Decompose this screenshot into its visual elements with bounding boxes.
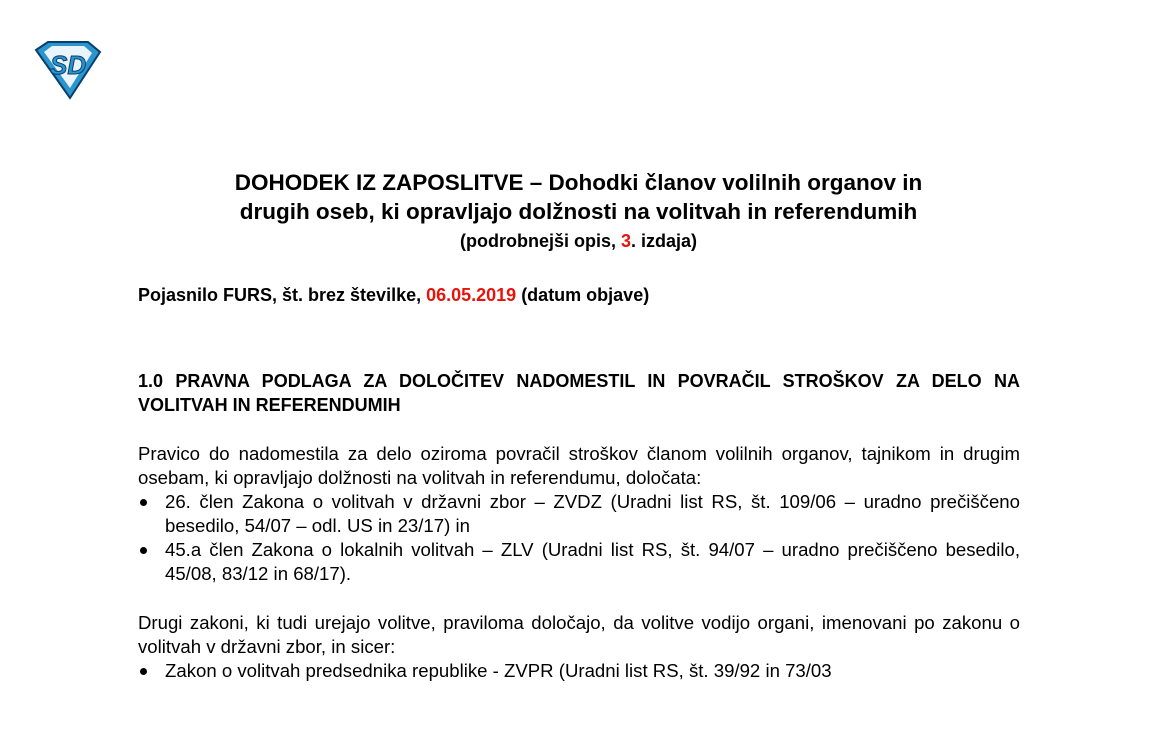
bullet-icon [140,668,147,675]
list-item-text: Zakon o volitvah predsednika republike - ZVPR (Uradni list RS, št. 39/92 in 73/03 [165,660,832,681]
list-item [138,659,1020,683]
section-heading: 1.0 PRAVNA PODLAGA ZA DOLOČITEV NADOMESTIL IN POVRAČIL STROŠKOV ZA DELO NA VOLITVAH IN REFERENDUMIH [138,371,1020,415]
edition-number: 3 [620,231,631,251]
bullet-list-laws [138,490,1020,586]
paragraph-legal-basis: Pravico do nadomestila za delo oziroma povračil stroškov članom volilnih organov, tajnikom in drugim osebam, ki opravljajo dolžnosti na volitvah in referendumu, določata: [138,443,1020,488]
sd-logo-icon [30,40,104,100]
list-item [138,490,1020,538]
explanation-line [138,283,1020,307]
list-item-text: 45.a člen Zakona o lokalnih volitvah – ZLV (Uradni list RS, št. 94/07 – uradno prečiščeno besedilo, 45/08, 83/12 in 68/17). [165,539,1020,584]
document-title [0,168,1157,226]
publication-date: 06.05.2019 [426,285,517,305]
explanation-suffix: (datum objave) [516,285,650,305]
list-item [138,538,1020,586]
bullet-icon [140,499,147,506]
document-subtitle [0,228,1157,254]
subtitle-suffix: . izdaja) [631,231,698,251]
title-block [0,168,1157,254]
paragraph-other-laws: Drugi zakoni, ki tudi urejajo volitve, praviloma določajo, da volitve vodijo organi, imenovani po zakonu o volitvah v državni zbor, in sicer: [138,612,1020,657]
explanation-prefix: Pojasnilo FURS, št. brez številke, [138,285,427,305]
bullet-icon [140,547,147,554]
title-line-1: DOHODEK IZ ZAPOSLITVE – Dohodki članov volilnih organov in [234,170,923,195]
logo-letters: SD [50,50,87,80]
subtitle-prefix: (podrobnejši opis, [459,231,621,251]
document-body [138,283,1020,683]
list-item-text: 26. člen Zakona o volitvah v državni zbor – ZVDZ (Uradni list RS, št. 109/06 – uradno prečiščeno besedilo, 54/07 – odl. US in 23/17) in [165,491,1020,536]
title-line-2: drugih oseb, ki opravljajo dolžnosti na volitvah in referendumih [239,199,918,224]
bullet-list-other-laws [138,659,1020,683]
